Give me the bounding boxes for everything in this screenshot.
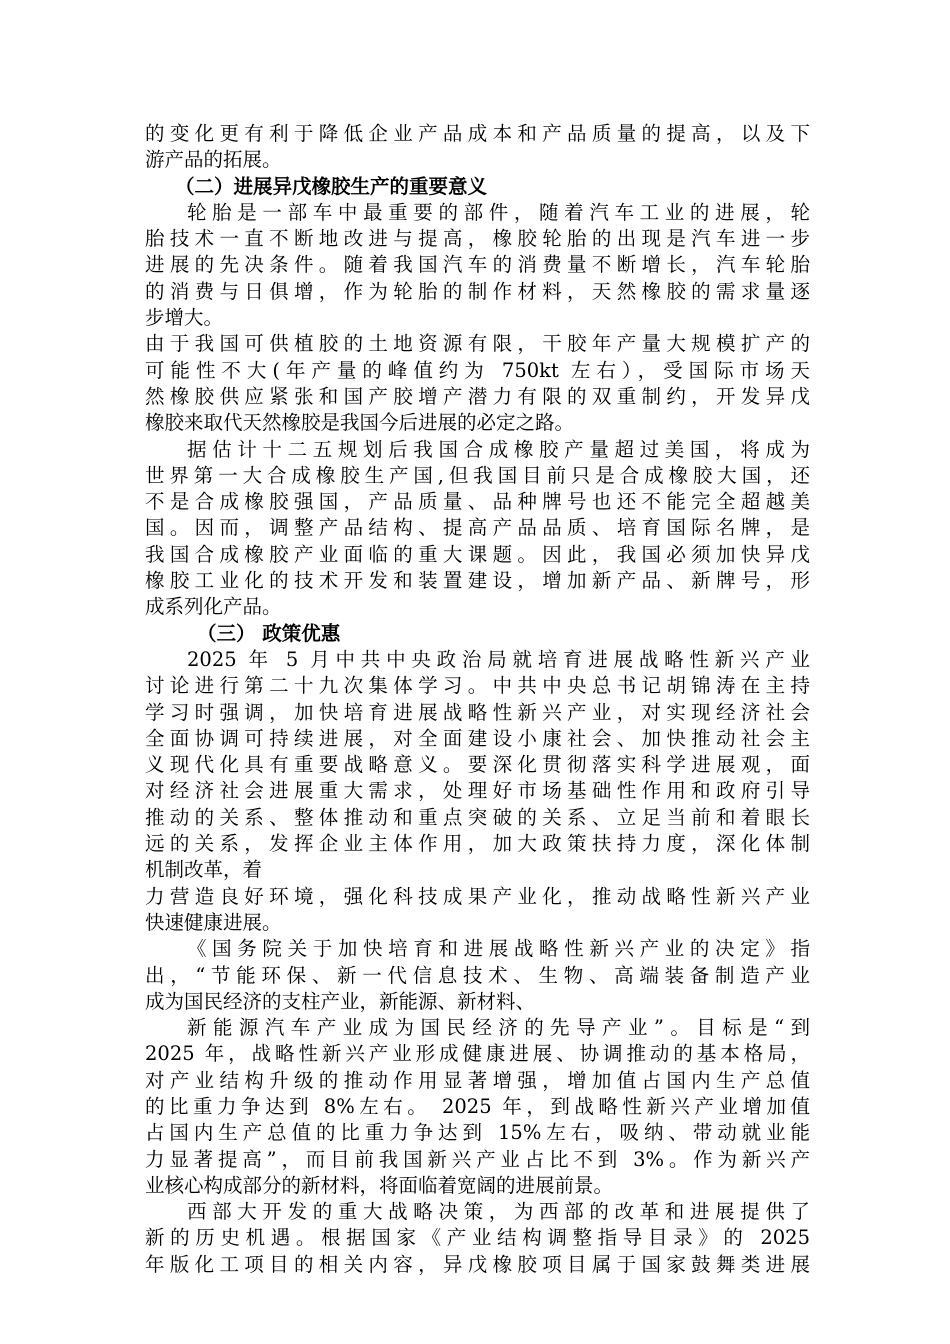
- text-line: 学习时强调，加快培育进展战略性新兴产业，对实现经济社会: [145, 700, 810, 724]
- text-line: 然橡胶供应紧张和国产胶增产潜力有限的双重制约，开发异戊: [145, 384, 810, 408]
- text-line: 由于我国可供植胶的土地资源有限，干胶年产量大规模扩产的: [145, 332, 810, 356]
- text-line: 讨论进行第二十九次集体学习。中共中央总书记胡锦涛在主持: [145, 674, 810, 698]
- text-line: 步增大。: [145, 306, 224, 330]
- text-line: 业核心构成部分的新材料，将面临着宽阔的进展前景。: [145, 1173, 614, 1197]
- text-line: 全面协调可持续进展，对全面建设小康社会、加快推动社会主: [145, 726, 810, 750]
- text-line: 橡胶来取代天然橡胶是我国今后进展的必定之路。: [145, 411, 575, 435]
- text-line: 占国内生产总值的比重力争达到 15%左右，吸纳、带动就业能: [145, 1121, 810, 1145]
- text-line: 西部大开发的重大战略决策，为西部的改革和进展提供了: [187, 1200, 810, 1224]
- text-line: 世界第一大合成橡胶生产国,但我国目前只是合成橡胶大国，还: [145, 463, 810, 487]
- text-line: 国。因而，调整产品结构、提高产品品质、培育国际名牌，是: [145, 516, 810, 540]
- text-line: 据估计十二五规划后我国合成橡胶产量超过美国，将成为: [187, 437, 810, 461]
- text-line: 义现代化具有重要战略意义。要深化贯彻落实科学进展观，面: [145, 753, 810, 777]
- text-line: 可能性不大(年产量的峰值约为 750kt 左右），受国际市场天: [145, 358, 810, 382]
- text-line: 推动的关系、整体推动和重点突破的关系、立足当前和着眼长: [145, 805, 810, 829]
- text-line: 进展的先决条件。随着我国汽车的消费量不断增长，汽车轮胎: [145, 253, 810, 277]
- text-line: 的消费与日俱增，作为轮胎的制作材料，天然橡胶的需求量逐: [145, 279, 810, 303]
- text-line: 橡胶工业化的技术开发和装置建设，增加新产品、新牌号，形: [145, 569, 810, 593]
- text-line: 新能源汽车产业成为国民经济的先导产业”。目标是“到: [187, 1016, 810, 1040]
- text-line: 的变化更有利于降低企业产品成本和产品质量的提高，以及下: [145, 122, 810, 145]
- text-line: 年版化工项目的相关内容，异戊橡胶项目属于国家鼓舞类进展: [145, 1252, 810, 1276]
- text-line: 新的历史机遇。根据国家《产业结构调整指导目录》的 2025: [145, 1226, 810, 1250]
- section-heading: （三） 政策优惠: [197, 621, 341, 645]
- text-line: 出，“节能环保、新一代信息技术、生物、高端装备制造产业: [145, 963, 810, 987]
- text-line: 2025 年 5 月中共中央政治局就培育进展战略性新兴产业: [187, 647, 810, 671]
- text-line: 2025 年，战略性新兴产业形成健康进展、协调推动的基本格局，: [145, 1042, 810, 1066]
- text-line: 对产业结构升级的推动作用显著增强，增加值占国内生产总值: [145, 1068, 810, 1092]
- text-line: 的比重力争达到 8%左右。 2025 年，到战略性新兴产业增加值: [145, 1094, 810, 1118]
- text-line: 机制改革，着: [145, 858, 263, 882]
- text-line: 对经济社会进展重大需求，处理好市场基础性作用和政府引导: [145, 779, 810, 803]
- text-line: 成为国民经济的支柱产业，新能源、新材料、: [145, 989, 536, 1013]
- text-line: 力营造良好环境，强化科技成果产业化，推动战略性新兴产业: [145, 884, 810, 908]
- text-line: 快速健康进展。: [145, 910, 282, 934]
- document-body: [145, 121, 810, 1278]
- text-line: 成系列化产品。: [145, 595, 282, 619]
- text-line: 不是合成橡胶强国，产品质量、品种牌号也还不能完全超越美: [145, 490, 810, 514]
- text-line: 远的关系，发挥企业主体作用，加大政策扶持力度，深化体制: [145, 832, 810, 856]
- text-line: 力显著提高”，而目前我国新兴产业占比不到 3%。作为新兴产: [145, 1147, 810, 1171]
- text-line: 我国合成橡胶产业面临的重大课题。因此，我国必须加快异戊: [145, 542, 810, 566]
- text-line: 胎技术一直不断地改进与提高，橡胶轮胎的出现是汽车进一步: [145, 227, 810, 251]
- section-heading: （二）进展异戊橡胶生产的重要意义: [175, 174, 488, 198]
- text-line: 《国务院关于加快培育和进展战略性新兴产业的决定》指: [187, 937, 810, 961]
- text-line: 游产品的拓展。: [145, 148, 282, 172]
- text-line: 轮胎是一部车中最重要的部件，随着汽车工业的进展，轮: [187, 200, 810, 224]
